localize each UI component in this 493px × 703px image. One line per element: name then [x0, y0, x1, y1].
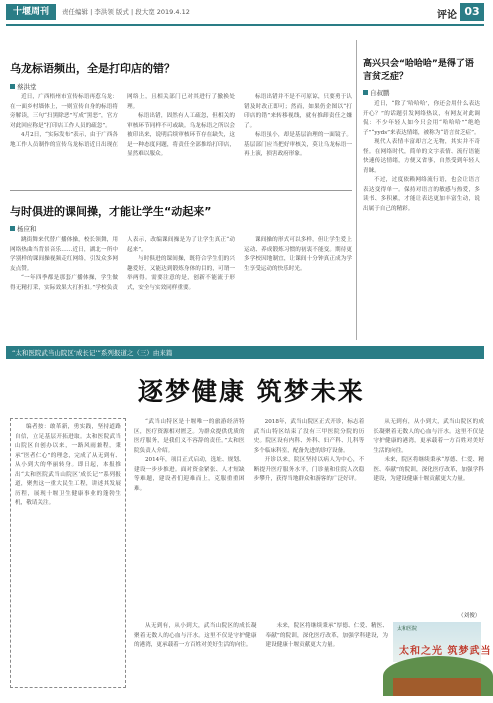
- paragraph: 不过，过度依赖网络流行语，也会让语言表达变得单一。保持对语言的敏感与热爱，多读书、多积累，才能让表达更加丰富生动，说出属于自己的精彩。: [363, 177, 480, 212]
- paragraph: 标语出错并不是不可原谅，只要勇于认错及时改正即可；然而，如果仍企图以“打印店的错”来转移视线，就有推卸责任之嫌了。: [244, 94, 352, 129]
- newspaper-brand: 十堰周刊: [6, 4, 56, 20]
- paragraph: 4月2日，“实际发布”表示，由于广西各地工作人员制作的宣传乌龙标语近日出现在网络上，且相关部门已对其进行了撤换处理。: [10, 94, 235, 148]
- masthead-rule: [6, 24, 484, 26]
- paragraph: “一年四季都是那套广播体操，学生做得无精打采，实际效果大打折扣。”学校负责人表示，改编课间操是为了让学生真正“动起来”。: [10, 237, 235, 291]
- article2-byline: [10, 224, 37, 233]
- paragraph: 开诊以来，院区坚持以病人为中心，不断提升医疗服务水平，门诊量和住院人次稳步攀升，获得当地群众和游客的广泛好评。: [253, 457, 365, 482]
- article2-body: [10, 236, 352, 336]
- paragraph: 与时俱进的课间操，既符合学生们的兴趣爱好，又能达到锻炼身体的目的，可谓一举两得。需要注意的是，创新不能流于形式，安全与实效同样重要。: [127, 256, 235, 291]
- feature-body-continued: [134, 622, 388, 696]
- paragraph: 标语虽小，却是基层治理的一面镜子。基层部门应当把好审核关，莫让乌龙标语一再上演，损害政府形象。: [244, 132, 352, 157]
- feature-headline: 逐梦健康 筑梦未来: [138, 377, 365, 406]
- paragraph: 从无到有，从小到大，武当山院区的成长凝聚着无数人的心血与汗水。这里不仅是守护健康的港湾，更承载着一方百姓对美好生活的向往。: [134, 623, 257, 648]
- ad-slogan: 太和之光 筑梦武当: [399, 646, 492, 657]
- article1-title: 乌龙标语频出，全是打印店的错？: [10, 62, 175, 75]
- ad-ground: [393, 678, 481, 696]
- paragraph: 近日，“除了‘哈哈哈’，你还会用什么表达开心？”的话题引发网络热议，有网友对此调侃：不少年轻人如今只会用“哈哈哈”“绝绝子”“yyds”来表达情绪，被称为“语言贫乏症”。: [363, 101, 480, 136]
- article1-author: 蔡洪堂: [17, 83, 37, 91]
- ad-logo: 太和医院: [397, 626, 418, 632]
- sidebar-byline: [363, 88, 390, 97]
- masthead: [0, 0, 487, 26]
- page-number: 03: [460, 3, 484, 21]
- sidebar-title: 高兴只会“哈哈哈”是得了语言贫乏症？: [363, 59, 474, 82]
- section-label: 评论: [437, 10, 457, 21]
- paragraph: 近日，广西梧州市宣传标语再惹乌龙：在一面乡村墙体上，一则宣传自身的标语将旁解读，三句“扫黑除恶”写成“黑恶”，官方对此回应称是“打印店工作人员的疏忽”。: [10, 94, 118, 129]
- editor-note-text: 编者按：敢革新，勇实践，坚持道路自信，立足基层开拓进取。太和医院武当山院区自创办以来，一路风雨兼程，秉承“医者仁心”的理念，完成了从无到有、从小到大的华丽转身。即日起，本报推出“太和医院武当山院区‘成长记’”系列报道，聚焦这一重大民生工程，讲述其发展历程，展现十堰卫生健康事业的蓬勃生机，敬请关注。: [15, 424, 121, 506]
- paragraph: 现代人表情丰富却言之无物，其实并不奇怪。在网络时代，简单的文字表情、流行语能快速传达情绪，方便又省事，自然受到年轻人青睐。: [363, 139, 480, 174]
- article2-title: 与时俱进的课间操，才能让学生“动起来”: [10, 205, 212, 218]
- feature-author: （刘俊）: [458, 613, 481, 619]
- sidebar-body: [363, 100, 480, 336]
- paragraph: 从无到有，从小到大，武当山院区的成长凝聚着无数人的心血与汗水。这里不仅是守护健康的港湾，更承载着一方百姓对美好生活的向往。: [373, 419, 484, 454]
- divider: [10, 190, 352, 191]
- edition-meta: 责任编辑 | 李洪领 版式 | 段大宽 2019.4.12: [62, 8, 190, 16]
- article1-body: [10, 93, 352, 185]
- series-banner-label: “太和医院武当山院区‘成长记’”系列报道之（三）由来篇: [12, 349, 173, 357]
- column-divider: [356, 40, 357, 340]
- paragraph: “武当山特区是十堰唯一的旅游经济特区，医疗资源相对匮乏。为群众提供优质的医疗服务，是我们义不容辞的责任。”太和医院负责人介绍。: [134, 419, 245, 454]
- article2-author: 杨应和: [17, 225, 37, 233]
- article1-byline: [10, 82, 37, 91]
- editor-note: [10, 418, 126, 688]
- paragraph: 课间操的形式可以多样，但让学生爱上运动、养成锻炼习惯的初衷不能变。期待更多学校因地制宜，让课间十分钟真正成为学生享受运动的快乐时光。: [244, 237, 352, 272]
- paragraph: 2014年，项目正式启动，选址、规划、建设一步步推进。面对资金紧张、人才短缺等难题，建设者们迎难而上，克服重重困难。: [134, 457, 245, 492]
- paragraph: 未来，院区将继续秉承“厚德、仁爱、精医、奉献”的院训，深化医疗改革，加强学科建设，为建设健康十堰贡献更大力量。: [373, 457, 484, 482]
- paragraph: 2018年，武当山院区正式开诊，标志着武当山特区结束了没有三甲医院分院的历史。院区设有内科、外科、妇产科、儿科等多个临床科室，配备先进的诊疗设备。: [253, 419, 365, 454]
- feature-body: [134, 418, 484, 618]
- paragraph: 标语出错，固然有人工疏忽，但相关的审核环节同样不可或缺。乌龙标语之所以会被印出来，说明后续审核环节存在缺失，这是一种态度问题，将责任全部推给打印店，显然难以服众。: [127, 113, 235, 157]
- hospital-ad-image: [393, 622, 492, 696]
- paragraph: 未来，院区将继续秉承“厚德、仁爱、精医、奉献”的院训，深化医疗改革，加强学科建设，为建设健康十堰贡献更大力量。: [265, 623, 388, 648]
- sidebar-author: 自叔鹏: [370, 89, 390, 97]
- paragraph: 跳街舞来代替广播体操，校长领舞，用网络热曲当背景音乐……近日，湖北一所中学别样的课间操视频走红网络，引发众多网友点赞。: [10, 237, 118, 272]
